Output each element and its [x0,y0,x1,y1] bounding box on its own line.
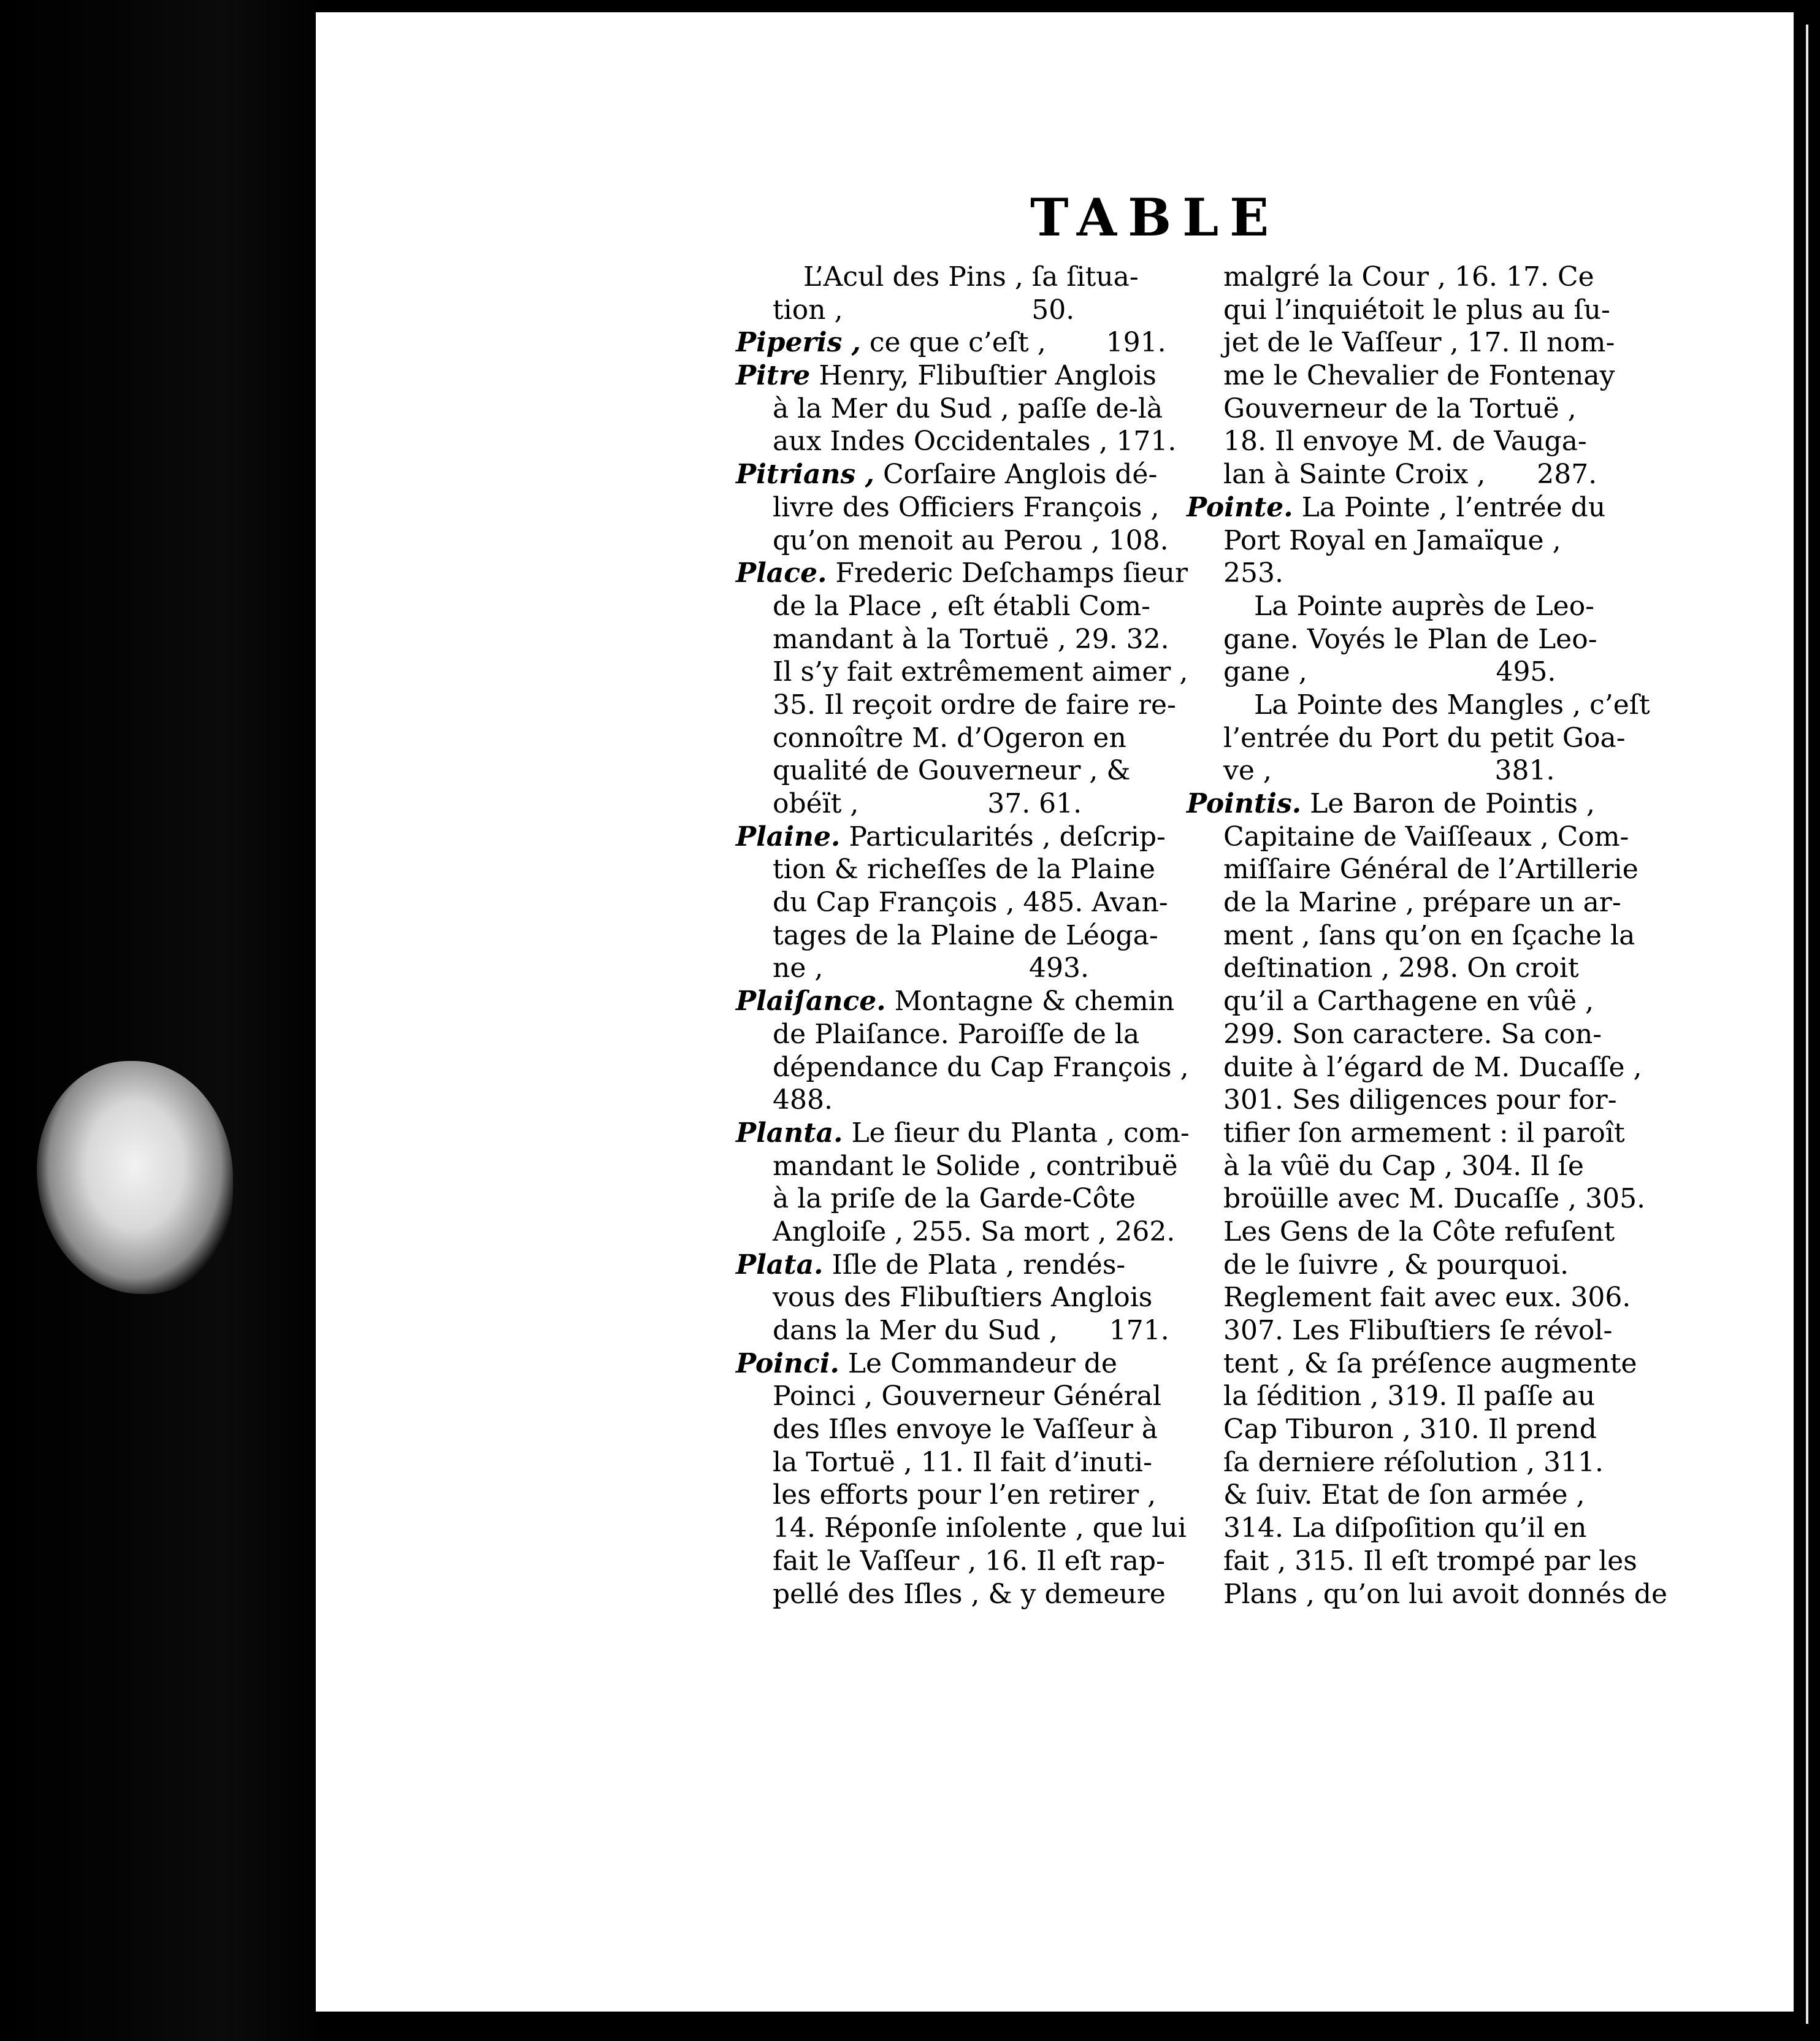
index-line [1187,1150,1610,1183]
index-line [736,590,1183,623]
index-line [1187,886,1621,919]
index-line [1187,294,1610,327]
index-line [736,1051,1189,1084]
index-entry-text: Plans , qu’on lui avoit donnés de [1223,1578,1668,1610]
index-line [1187,985,1610,1018]
index-entry-text: La Pointe des Mangles , c’eſt [1254,689,1650,721]
index-entry-text: ne , 493. [773,952,1089,984]
index-entry-text: qu’il a Carthagene en vûë , [1223,986,1594,1017]
index-entry-text: 35. Il reçoit ordre de faire re- [773,689,1176,721]
index-line [736,524,1183,557]
index-entry-text: qualité de Gouverneur , & [773,755,1131,787]
index-line [736,1150,1183,1183]
index-line [1187,656,1610,689]
index-entry-text: mandant à la Tortuë , 29. 32. [773,623,1169,655]
index-line [1187,491,1610,524]
index-line [1187,821,1629,854]
index-line [1187,1018,1610,1051]
index-headword: Pitre [736,360,811,392]
index-entry-text: tion & richeſſes de la Plaine [773,854,1155,886]
index-entry-text: La Pointe auprès de Leo- [1254,590,1595,622]
index-headword: Pointe. [1187,491,1293,523]
index-entry-text: tages de la Plaine de Léoga- [773,919,1158,951]
index-line [736,359,1183,392]
index-line [1187,1182,1646,1216]
index-line [736,886,1183,919]
index-line [1187,425,1610,458]
index-entry-text: L’Acul des Pins , ſa ſitua- [803,261,1139,293]
index-entry-text: 314. La diſpoſition qu’il en [1223,1512,1587,1544]
index-entry-text: Le Commandeur de [847,1347,1117,1379]
index-line [736,787,1183,821]
index-line [736,689,1183,722]
index-line [736,1117,1190,1150]
index-entry-text: à la vûë du Cap , 304. Il ſe [1223,1150,1584,1182]
index-entry-text: Gouverneur de la Tortuë , [1223,392,1577,424]
index-line [736,1249,1183,1282]
index-entry-text: aux Indes Occidentales , 171. [773,426,1177,458]
index-entry-text: Le Baron de Pointis , [1310,788,1595,819]
index-entry-text: Port Royal en Jamaïque , [1223,524,1561,556]
index-line [1187,1446,1610,1479]
index-line [1187,754,1610,787]
index-line [736,821,1183,854]
index-line [1187,787,1610,821]
index-entry-text: la ſédition , 319. Il paſſe au [1223,1380,1596,1412]
index-headword: Place. [736,557,827,589]
index-entry-text: du Cap François , 485. Avan- [773,887,1168,919]
index-entry-text: tifier ſon armement : il paroît [1223,1117,1625,1149]
index-entry-text: malgré la Cour , 16. 17. Ce [1223,261,1594,293]
index-entry-text: Reglement fait avec eux. 306. [1223,1282,1631,1314]
index-entry-text: les efforts pour l’en retirer , [773,1479,1157,1511]
index-line [736,1479,1183,1512]
index-entry-text: fait , 315. Il eſt trompé par les [1223,1545,1637,1577]
index-entry-text: duite à l’égard de M. Ducaſſe , [1223,1051,1642,1083]
index-line [1187,1084,1617,1117]
index-entry-text: 299. Son caractere. Sa con- [1223,1018,1602,1050]
index-entry-text: livre des Officiers François , [773,491,1160,523]
index-line [736,1018,1183,1051]
binding-stain [37,1061,233,1294]
index-entry-text: lan à Sainte Croix , 287. [1223,459,1597,491]
index-entry-text: Poinci , Gouverneur Général [773,1380,1161,1412]
index-column-right [1187,261,1668,1610]
index-line [736,1413,1183,1446]
index-line [736,1281,1183,1314]
index-column-left [736,261,1190,1610]
index-line [1187,1545,1637,1578]
index-line [736,326,1183,359]
index-line [736,557,1188,590]
index-headword: Pitrians , [736,459,874,491]
index-entry-text: tion , 50. [773,294,1075,326]
index-entry-text: tent , & ſa préſence augmente [1223,1347,1637,1379]
index-entry-text: 253. [1223,557,1283,589]
index-headword: Plata. [736,1249,824,1281]
index-entry-text: à la Mer du Sud , paſſe de-là [773,392,1163,424]
index-line [736,1314,1183,1347]
index-line [1187,722,1626,755]
index-entry-text: obéït , 37. 61. [773,788,1082,819]
index-entry-text: dépendance du Cap François , [773,1051,1189,1083]
index-line [1187,261,1610,294]
index-line [736,985,1183,1018]
index-line [736,425,1183,458]
index-line [1187,919,1635,952]
index-entry-text: Particularités , deſcrip- [849,821,1166,852]
index-entry-text: Capitaine de Vaiſſeaux , Com- [1223,821,1629,852]
index-line [736,1182,1183,1216]
index-line [736,491,1183,524]
index-entry-text: Cap Tiburon , 310. Il prend [1223,1414,1597,1446]
index-line [736,1578,1183,1611]
index-entry-text: Il s’y fait extrêmement aimer , [773,656,1188,688]
index-line [1187,1578,1668,1611]
book-binding [0,0,316,2041]
index-line [736,261,1183,294]
index-line [736,392,1183,426]
index-line [1187,689,1650,722]
index-line [1187,1281,1631,1314]
index-line [736,1380,1183,1413]
index-entry-text: Corſaire Anglois dé- [882,459,1158,491]
index-line [1187,1347,1637,1380]
index-entry-text: miſſaire Général de l’Artillerie [1223,854,1638,886]
index-entry-text: gane , 495. [1223,656,1556,688]
index-entry-text: 307. Les Flibuſtiers ſe révol- [1223,1315,1613,1346]
index-entry-text: connoître M. d’Ogeron en [773,722,1126,754]
index-headword: Poinci. [736,1347,839,1379]
index-line [736,656,1188,689]
index-entry-text: ce que c’eſt , 191. [869,327,1166,359]
index-line [1187,458,1610,491]
index-entry-text: vous des Flibuſtiers Anglois [773,1282,1153,1314]
index-entry-text: ſa derniere réſolution , 311. [1223,1446,1604,1478]
index-line [736,1512,1187,1545]
index-entry-text: mandant le Solide , contribuë [773,1150,1178,1182]
index-line [736,1347,1183,1380]
index-headword: Plaiſance. [736,986,886,1017]
index-entry-text: de la Place , eſt établi Com- [773,590,1151,622]
index-entry-text: qui l’inquiétoit le plus au ſu- [1223,294,1610,326]
index-line [1187,623,1610,656]
index-entry-text: deſtination , 298. On croit [1223,952,1579,984]
index-entry-text: ment , ſans qu’on en ſçache la [1223,919,1635,951]
index-line [736,1446,1183,1479]
index-entry-text: Les Gens de la Côte refuſent [1223,1216,1615,1247]
index-entry-text: de le ſuivre , & pourquoi. [1223,1249,1569,1281]
index-line [1187,1216,1615,1249]
index-line [1187,590,1610,623]
index-entry-text: Frederic Deſchamps ſieur [835,557,1188,589]
index-line [736,754,1183,787]
index-line [1187,1314,1613,1347]
index-entry-text: à la priſe de la Garde-Côte [773,1183,1136,1215]
index-entry-text: de la Marine , prépare un ar- [1223,887,1621,919]
index-entry-text: & ſuiv. Etat de ſon armée , [1223,1479,1585,1511]
index-headword: Planta. [736,1117,843,1149]
index-entry-text: La Pointe , l’entrée du [1301,491,1606,523]
index-headword: Plaine. [736,821,841,852]
index-entry-text: l’entrée du Port du petit Goa- [1223,722,1626,754]
index-line [736,458,1183,491]
index-entry-text: Le ſieur du Planta , com- [851,1117,1190,1149]
index-entry-text: pellé des Iſles , & y demeure [773,1578,1166,1610]
index-line [736,294,1183,327]
index-entry-text: 18. Il envoye M. de Vauga- [1223,426,1587,458]
index-entry-text: broüille avec M. Ducaſſe , 305. [1223,1183,1646,1215]
page-edge-line [1806,25,1808,2024]
index-line [1187,1249,1610,1282]
index-entry-text: 14. Réponſe inſolente , que lui [773,1512,1187,1544]
index-entry-text: fait le Vaſſeur , 16. Il eſt rap- [773,1545,1165,1577]
index-headword: Pointis. [1187,788,1302,819]
index-line [1187,1512,1610,1545]
index-entry-text: Iſle de Plata , rendés- [832,1249,1126,1281]
index-entry-text: 488. [773,1084,833,1116]
index-line [1187,359,1615,392]
index-line [1187,392,1610,426]
index-entry-text: des Iſles envoye le Vaſſeur à [773,1414,1158,1446]
index-entry-text: 301. Ses diligences pour for- [1223,1084,1617,1116]
index-line [736,853,1183,886]
index-entry-text: me le Chevalier de Fontenay [1223,360,1615,392]
index-line [736,1084,1183,1117]
index-entry-text: Angloiſe , 255. Sa mort , 262. [773,1216,1176,1247]
index-entry-text: qu’on menoit au Perou , 108. [773,524,1169,556]
index-line [736,919,1183,952]
index-entry-text: la Tortuë , 11. Il fait d’inuti- [773,1446,1152,1478]
index-line [736,1545,1183,1578]
index-entry-text: dans la Mer du Sud , 171. [773,1315,1169,1346]
index-headword: Piperis , [736,327,861,359]
index-entry-text: Henry, Flibuſtier Anglois [819,360,1157,392]
index-line [1187,1413,1610,1446]
index-line [1187,326,1615,359]
index-line [736,1216,1183,1249]
page-title: TABLE [1030,187,1280,248]
index-entry-text: jet de le Vaſſeur , 17. Il nom- [1223,327,1615,359]
index-line [1187,524,1610,557]
index-entry-text: gane. Voyés le Plan de Leo- [1223,623,1597,655]
index-line [1187,952,1610,985]
index-line [736,952,1183,985]
index-entry-text: de Plaiſance. Paroiſſe de la [773,1018,1140,1050]
index-line [1187,1380,1610,1413]
index-line [736,623,1183,656]
index-entry-text: Montagne & chemin [894,986,1175,1017]
index-entry-text: ve , 381. [1223,755,1555,787]
index-line [736,722,1183,755]
index-line [1187,1117,1625,1150]
index-line [1187,853,1638,886]
index-line [1187,1479,1610,1512]
index-line [1187,1051,1642,1084]
index-line [1187,557,1610,590]
